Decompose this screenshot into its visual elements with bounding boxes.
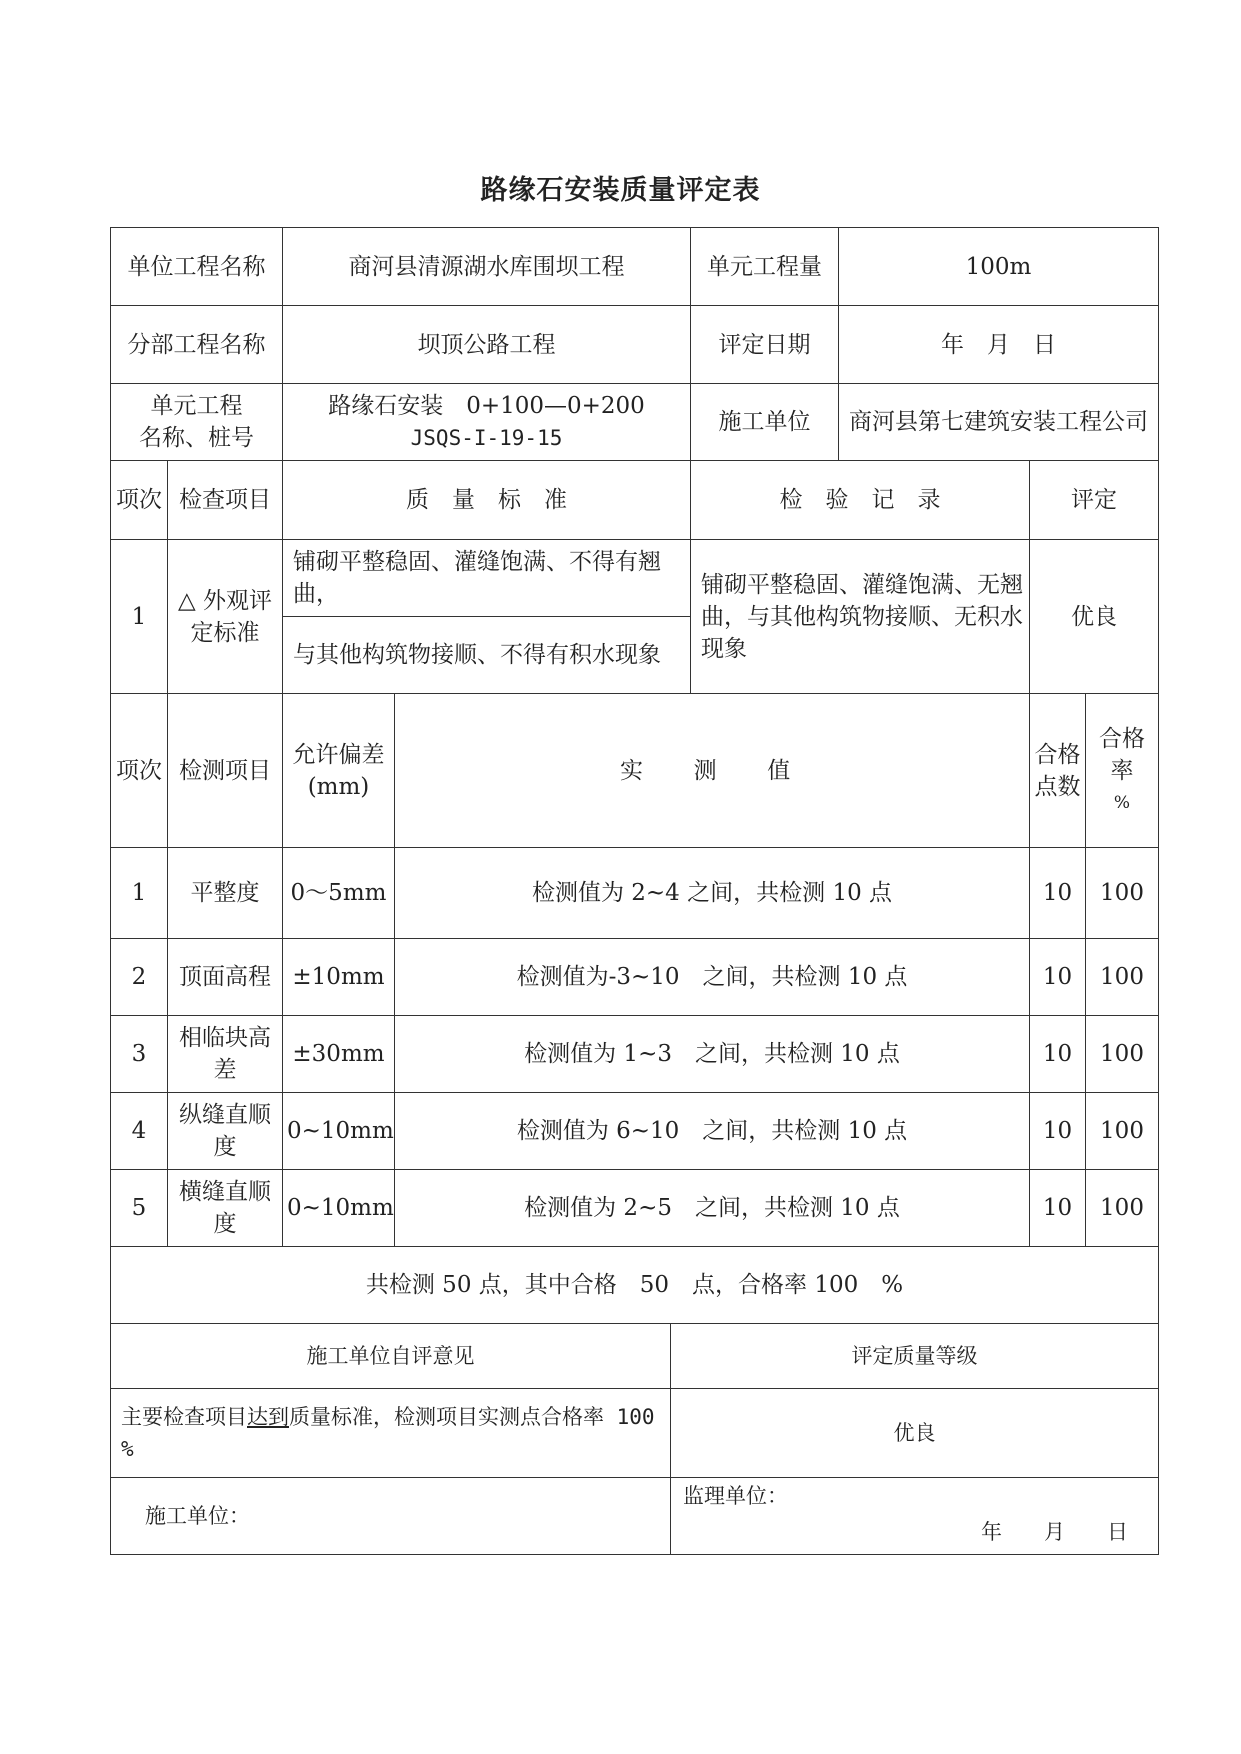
unit-name-value-line2: JSQS-I-19-15 xyxy=(410,426,563,450)
table-row xyxy=(111,1170,1159,1247)
unit-name-value xyxy=(283,384,691,461)
row-item: 平整度 xyxy=(168,848,283,939)
self-eval-underlined: 达到 xyxy=(247,1404,289,1429)
row-item: 横缝直顺度 xyxy=(168,1170,283,1247)
sub-project-name-label: 分部工程名称 xyxy=(111,306,283,384)
grade-value: 优良 xyxy=(671,1388,1159,1477)
row-item: 顶面高程 xyxy=(168,939,283,1016)
row-no: 1 xyxy=(111,848,168,939)
row-tolerance: 0~10mm xyxy=(283,1170,395,1247)
row-measured: 检测值为 6~10 之间，共检测 10 点 xyxy=(395,1093,1030,1170)
contractor-label: 施工单位 xyxy=(691,384,839,461)
self-eval-label: 施工单位自评意见 xyxy=(111,1323,671,1388)
row-tolerance: ±30mm xyxy=(283,1016,395,1093)
unit-name-value-line1: 路缘石安装 0+100—0+200 xyxy=(328,393,645,419)
check-row-standard-1: 铺砌平整稳固、灌缝饱满、不得有翘曲， xyxy=(283,540,691,617)
measure-col-measured: 实 测 值 xyxy=(395,694,1030,848)
col-check-item: 检查项目 xyxy=(168,461,283,540)
row-points: 10 xyxy=(1030,939,1086,1016)
col-rating: 评定 xyxy=(1030,461,1159,540)
unit-quantity-label: 单元工程量 xyxy=(691,228,839,306)
sign-date: 年 月 日 xyxy=(981,1519,1128,1544)
evaluation-form xyxy=(110,227,1158,1555)
check-row xyxy=(111,540,1159,617)
check-row-no: 1 xyxy=(111,540,168,694)
row-rate: 100 xyxy=(1086,939,1159,1016)
header-row-sub-project xyxy=(111,306,1159,384)
main-table xyxy=(110,227,1159,1324)
row-rate: 100 xyxy=(1086,1170,1159,1247)
measure-col-item-no: 项次 xyxy=(111,694,168,848)
unit-name-label-line1: 单元工程 xyxy=(150,393,243,419)
contractor-sign: 施工单位： xyxy=(111,1477,671,1554)
row-item: 纵缝直顺度 xyxy=(168,1093,283,1170)
row-no: 4 xyxy=(111,1093,168,1170)
row-no: 3 xyxy=(111,1016,168,1093)
eval-date-value: 年 月 日 xyxy=(839,306,1159,384)
row-rate: 100 xyxy=(1086,1093,1159,1170)
check-row-rating: 优良 xyxy=(1030,540,1159,694)
unit-project-name-value: 商河县清源湖水库围坝工程 xyxy=(283,228,691,306)
footer-header-row xyxy=(111,1323,1159,1388)
supervisor-sign-cell xyxy=(671,1477,1159,1554)
check-header-row xyxy=(111,461,1159,540)
row-tolerance: ±10mm xyxy=(283,939,395,1016)
check-row-standard-2: 与其他构筑物接顺、不得有积水现象 xyxy=(283,617,691,694)
col-item-no: 项次 xyxy=(111,461,168,540)
row-no: 2 xyxy=(111,939,168,1016)
row-measured: 检测值为 2~5 之间，共检测 10 点 xyxy=(395,1170,1030,1247)
row-measured: 检测值为-3~10 之间，共检测 10 点 xyxy=(395,939,1030,1016)
row-tolerance: 0~10mm xyxy=(283,1093,395,1170)
row-measured: 检测值为 1~3 之间，共检测 10 点 xyxy=(395,1016,1030,1093)
row-points: 10 xyxy=(1030,1170,1086,1247)
footer-table xyxy=(110,1323,1159,1555)
footer-sign-row xyxy=(111,1477,1159,1554)
sub-project-name-value: 坝顶公路工程 xyxy=(283,306,691,384)
row-measured: 检测值为 2~4 之间，共检测 10 点 xyxy=(395,848,1030,939)
row-points: 10 xyxy=(1030,848,1086,939)
header-row-unit-project xyxy=(111,228,1159,306)
self-eval-prefix: 主要检查项目 xyxy=(121,1404,247,1429)
self-eval-suffix: 质量标准，检测项目实测点合格率 100 % xyxy=(121,1404,655,1461)
summary-text: 共检测 50 点，其中合格 50 点，合格率 100 % xyxy=(111,1247,1159,1324)
row-tolerance: 0～5mm xyxy=(283,848,395,939)
footer-content-row xyxy=(111,1388,1159,1477)
measure-col-item: 检测项目 xyxy=(168,694,283,848)
unit-quantity-value: 100m xyxy=(839,228,1159,306)
supervisor-sign-label: 监理单位： xyxy=(683,1483,788,1508)
self-eval-text xyxy=(111,1388,671,1477)
row-rate: 100 xyxy=(1086,848,1159,939)
col-record: 检 验 记 录 xyxy=(691,461,1030,540)
row-points: 10 xyxy=(1030,1016,1086,1093)
measure-header-row xyxy=(111,694,1159,848)
table-row xyxy=(111,939,1159,1016)
unit-project-name-label: 单位工程名称 xyxy=(111,228,283,306)
row-points: 10 xyxy=(1030,1093,1086,1170)
grade-label: 评定质量等级 xyxy=(671,1323,1159,1388)
measure-col-pass-rate-unit: % xyxy=(1113,792,1131,813)
row-item: 相临块高差 xyxy=(168,1016,283,1093)
row-rate: 100 xyxy=(1086,1016,1159,1093)
col-standard: 质 量 标 准 xyxy=(283,461,691,540)
row-no: 5 xyxy=(111,1170,168,1247)
unit-name-label-line2: 名称、桩号 xyxy=(139,425,254,451)
measure-col-pass-points: 合格点数 xyxy=(1030,694,1086,848)
header-row-unit-name xyxy=(111,384,1159,461)
page-title: 路缘石安装质量评定表 xyxy=(480,175,761,206)
eval-date-label: 评定日期 xyxy=(691,306,839,384)
check-row-record: 铺砌平整稳固、灌缝饱满、无翘曲，与其他构筑物接顺、无积水现象 xyxy=(691,540,1030,694)
measure-col-tolerance: 允许偏差(mm) xyxy=(283,694,395,848)
measure-col-pass-rate-main: 合格率 xyxy=(1099,725,1145,784)
unit-name-label xyxy=(111,384,283,461)
summary-row xyxy=(111,1247,1159,1324)
table-row xyxy=(111,1093,1159,1170)
table-row xyxy=(111,1016,1159,1093)
check-row-item: △ 外观评定标准 xyxy=(168,540,283,694)
measure-col-pass-rate xyxy=(1086,694,1159,848)
table-row xyxy=(111,848,1159,939)
contractor-value: 商河县第七建筑安装工程公司 xyxy=(839,384,1159,461)
